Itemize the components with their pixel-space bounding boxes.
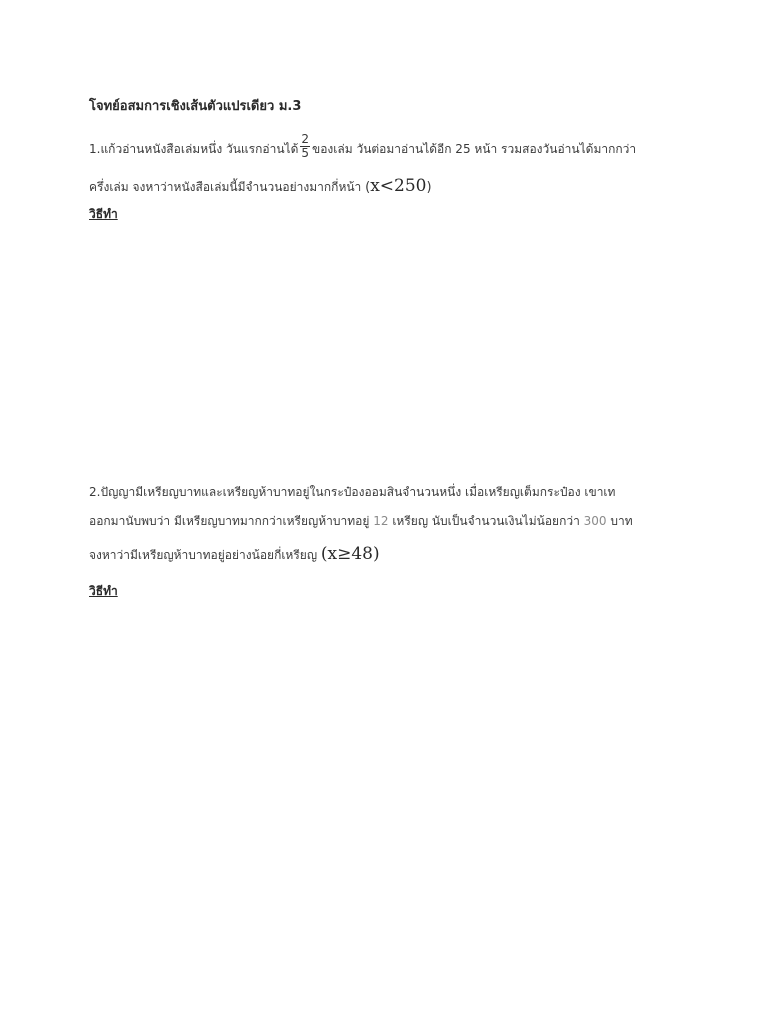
question-1-text-a: 1.แก้วอ่านหนังสือเล่มหนึ่ง วันแรกอ่านได้	[89, 142, 299, 156]
question-1-line-2: ครึ่งเล่ม จงหาว่าหนังสือเล่มนี้มีจำนวนอย่างมากกี่หน้า (x<250)	[89, 176, 432, 196]
question-2-text-c: บาท	[610, 514, 633, 528]
question-2-text-d: จงหาว่ามีเหรียญห้าบาทอยู่อย่างน้อยกี่เหรียญ	[89, 548, 318, 562]
question-1-text-b: ของเล่ม วันต่อมาอ่านได้อีก 25 หน้า รวมสองวันอ่านได้มากกว่า	[312, 142, 637, 156]
question-1-text-c: ครึ่งเล่ม จงหาว่าหนังสือเล่มนี้มีจำนวนอย่างมากกี่หน้า	[89, 180, 362, 194]
page-title: โจทย์อสมการเชิงเส้นตัวแปรเดียว ม.3	[89, 99, 302, 114]
question-1-method-label: วิธีทำ	[89, 207, 118, 221]
question-2-text-a: ออกมานับพบว่า มีเหรียญบาทมากกว่าเหรียญห้าบาทอยู่	[89, 514, 370, 528]
question-1-answer: x<250	[370, 176, 427, 196]
question-2-text-b: เหรียญ นับเป็นจำนวนเงินไม่น้อยกว่า	[392, 514, 580, 528]
question-1-line-1	[89, 132, 637, 163]
question-2-line-2	[89, 508, 633, 535]
question-2-method-label: วิธีทำ	[89, 584, 118, 598]
question-2-number-300: 300	[583, 514, 607, 528]
fraction-two-fifths	[300, 133, 310, 160]
question-2-line-1: 2.ปัญญามีเหรียญบาทและเหรียญห้าบาทอยู่ในกระป๋องออมสินจำนวนหนึ่ง เมื่อเหรียญเต็มกระป๋อง เขาเท	[89, 485, 616, 499]
question-2-line-3: จงหาว่ามีเหรียญห้าบาทอยู่อย่างน้อยกี่เหรียญ (x≥48)	[89, 544, 380, 564]
question-2-number-12: 12	[373, 514, 389, 528]
fraction-numerator: 2	[301, 132, 309, 146]
question-2-answer: x≥48	[327, 544, 373, 564]
fraction-denominator: 5	[301, 146, 309, 160]
